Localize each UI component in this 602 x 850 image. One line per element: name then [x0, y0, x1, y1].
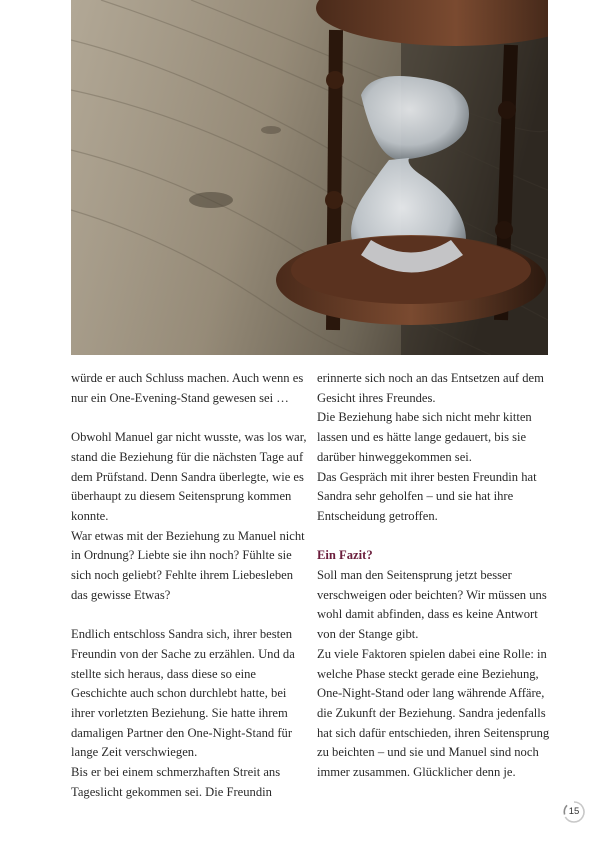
hourglass-illustration: [71, 0, 548, 355]
paragraph-gap: [317, 527, 553, 547]
paragraph: Obwohl Manuel gar nicht wusste, was los war, stand die Beziehung für die nächsten Tage auf dem Prüfstand. Denn Sandra überlegte, wie es überhaupt zu diesem Seitensprung kommen konnte.: [71, 430, 307, 523]
paragraph: Zu viele Faktoren spielen dabei eine Rolle: in welche Phase steckt gerade eine Beziehung, One-Night-Stand oder lang währende Affäre, die Zukunft der Beziehung. Sandra jedenfalls hat sich dafür entschieden, ihren Seitensprung zu beichten – und sie und Manuel sind noch immer zusammen. Glücklicher denn je.: [317, 646, 550, 780]
left-text-column: [71, 369, 307, 802]
paragraph: Die Beziehung habe sich nicht mehr kitten lassen und es hätte lange gedauert, bis sie darüber hinweggekommen sei.: [317, 410, 532, 464]
right-text-column: [317, 369, 553, 783]
paragraph: Soll man den Seitensprung jetzt besser verschweigen oder beichten? Wir müssen uns wohl damit abfinden, dass es keine Antwort von der Stange gibt.: [317, 568, 547, 642]
paragraph: würde er auch Schluss machen. Auch wenn es nur ein One-Evening-Stand gewesen sei …: [71, 371, 304, 405]
page-number: 15: [568, 806, 580, 817]
section-heading: Ein Fazit?: [317, 548, 373, 563]
paragraph: Das Gespräch mit ihrer besten Freundin hat Sandra sehr geholfen – und sie hat ihre Entscheidung getroffen.: [317, 469, 537, 523]
paragraph: erinnerte sich noch an das Entsetzen auf dem Gesicht ihres Freundes.: [317, 371, 544, 405]
paragraph: War etwas mit der Beziehung zu Manuel nicht in Ordnung? Liebte sie ihn noch? Fühlte sie sich noch geliebt? Fehlte ihrem Liebesleben das gewisse Etwas?: [71, 528, 305, 602]
paragraph: Bis er bei einem schmerzhaften Streit ans Tageslicht gekommen sei. Die Freundin: [71, 765, 281, 799]
paragraph-gap: [71, 408, 307, 428]
hourglass-photo: [71, 0, 548, 355]
paragraph-gap: [71, 605, 307, 625]
paragraph: Endlich entschloss Sandra sich, ihrer besten Freundin von der Sache zu erzählen. Und da stellte sich heraus, dass diese so eine Geschichte auch schon durchlebt hatte, bei ihrer vorletzten Beziehung. Sie hatte ihrem damaligen Partner den One-Night-Stand für lange Zeit verschwiegen.: [71, 627, 295, 760]
page-number-badge: [562, 800, 586, 824]
